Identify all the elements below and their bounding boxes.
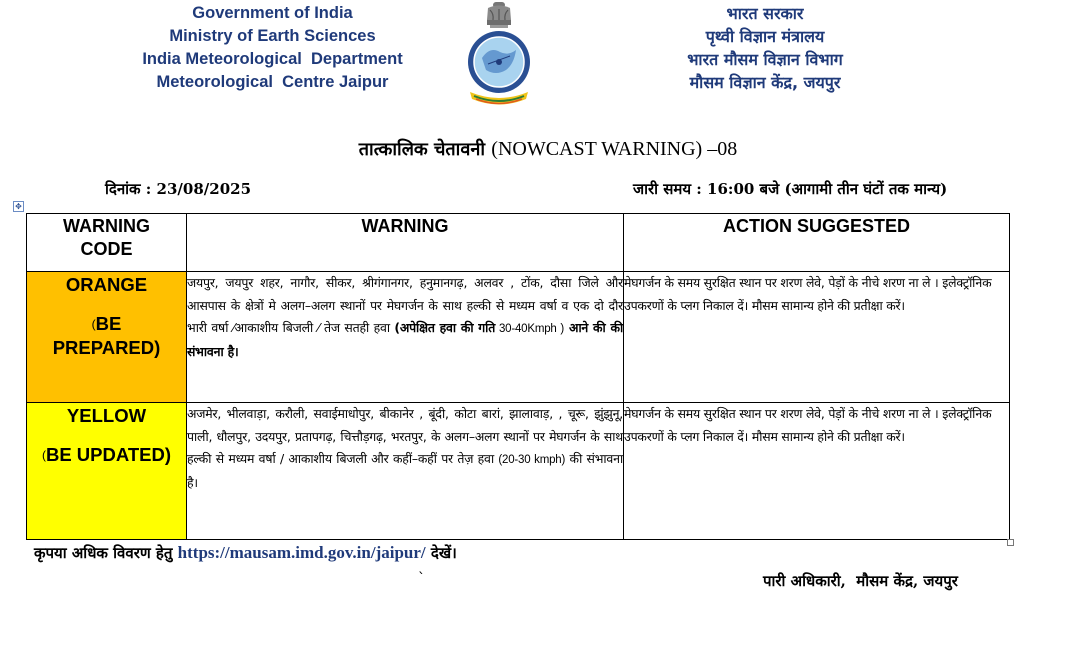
header-code-line1: WARNING [63,216,150,236]
header-english [120,2,425,94]
code-name: YELLOW [66,405,147,426]
header-hindi [615,2,915,94]
issue-time-line: जारी समय : 16:00 बजे (आगामी तीन घंटों तक मान्य) [633,180,948,198]
date-line: दिनांक : 23/08/2025 [105,180,252,198]
header-hindi-line: पृथ्वी विज्ञान मंत्रालय [705,27,825,46]
header-english-line: Ministry of Earth Sciences [169,27,376,45]
header-warning: WARNING [187,214,624,272]
header-action: ACTION SUGGESTED [624,214,1010,272]
table-resize-handle[interactable] [1007,539,1014,546]
more-info-prefix: कृपया अधिक विवरण हेतु [34,544,178,562]
warning-text-orange: जयपुर, जयपुर शहर, नागौर, सीकर, श्रीगंगानगर, हनुमानगढ़, अलवर , टोंक, दौसा जिले और आसपास के क्षेत्रों मे अलग–अलग स्थानों पर मेघगर्जन के साथ हल्की से मध्यम वर्षा व एक दो दौर भारी वर्षा ⁄आकाशीय बिजली ⁄ तेज सतही हवा (अपेक्षित हवा की गति 30-40Kmph ) आने की की संभावना है। [187,272,624,403]
more-info-url[interactable]: https://mausam.imd.gov.in/jaipur/ [177,543,426,562]
warning-code-orange [27,272,187,403]
warning-text-yellow: अजमेर, भीलवाड़ा, करौली, सवाईमाधोपुर, बीकानेर , बूंदी, कोटा बारां, झालावाड़, , चूरू, झुंझुनू, पाली, धौलपुर, उदयपुर, प्रतापगढ़, चित्तौड़गढ़, भरतपुर, के अलग–अलग स्थानों पर मेघगर्जन के साथ हल्की से मध्यम वर्षा / आकाशीय बिजली और कहीं–कहीं पर तेज़ हवा (20-30 kmph) की संभावना है। [187,403,624,540]
stray-mark: ` [418,571,425,587]
code-label: (BE UPDATED) [41,444,172,465]
signature-line: पारी अधिकारी, मौसम केंद्र, जयपुर [763,572,958,590]
warning-code-yellow [27,403,187,540]
title-hindi: तात्कालिक चेतावनी [358,139,486,160]
table-move-handle-icon[interactable]: ✥ [13,201,24,212]
header-hindi-line: मौसम विज्ञान केंद्र, जयपुर [689,73,841,92]
code-label: (BE PREPARED) [52,313,161,358]
code-name: ORANGE [65,274,148,295]
more-info-line [34,543,457,563]
table-row [27,403,1010,540]
header-english-line: India Meteorological Department [142,50,403,68]
warning-table [26,213,1010,540]
imd-emblem-icon [464,0,534,112]
header-english-line: Government of India [192,4,353,22]
header-code-line2: CODE [80,239,133,259]
header-hindi-line: भारत मौसम विज्ञान विभाग [687,50,843,69]
header-warning-code [27,214,187,272]
table-row [27,272,1010,403]
action-text-yellow: मेघगर्जन के समय सुरक्षित स्थान पर शरण लेवे, पेड़ों के नीचे शरण ना ले । इलेक्ट्रॉनिक उपकरणों के प्लग निकाल दें। मौसम सामान्य होने की प्रतीक्षा करें। [624,403,1010,540]
more-info-suffix: देखें। [425,544,457,562]
action-text-orange: मेघगर्जन के समय सुरक्षित स्थान पर शरण लेवे, पेड़ों के नीचे शरण ना ले । इलेक्ट्रॉनिक उपकरणों के प्लग निकाल दें। मौसम सामान्य होने की प्रतीक्षा करें। [624,272,1010,403]
header-english-line: Meteorological Centre Jaipur [156,73,389,91]
title-english: (NOWCAST WARNING) –08 [491,138,738,160]
table-header-row [27,214,1010,272]
page-title [0,137,1076,161]
header-hindi-line: भारत सरकार [726,4,804,23]
